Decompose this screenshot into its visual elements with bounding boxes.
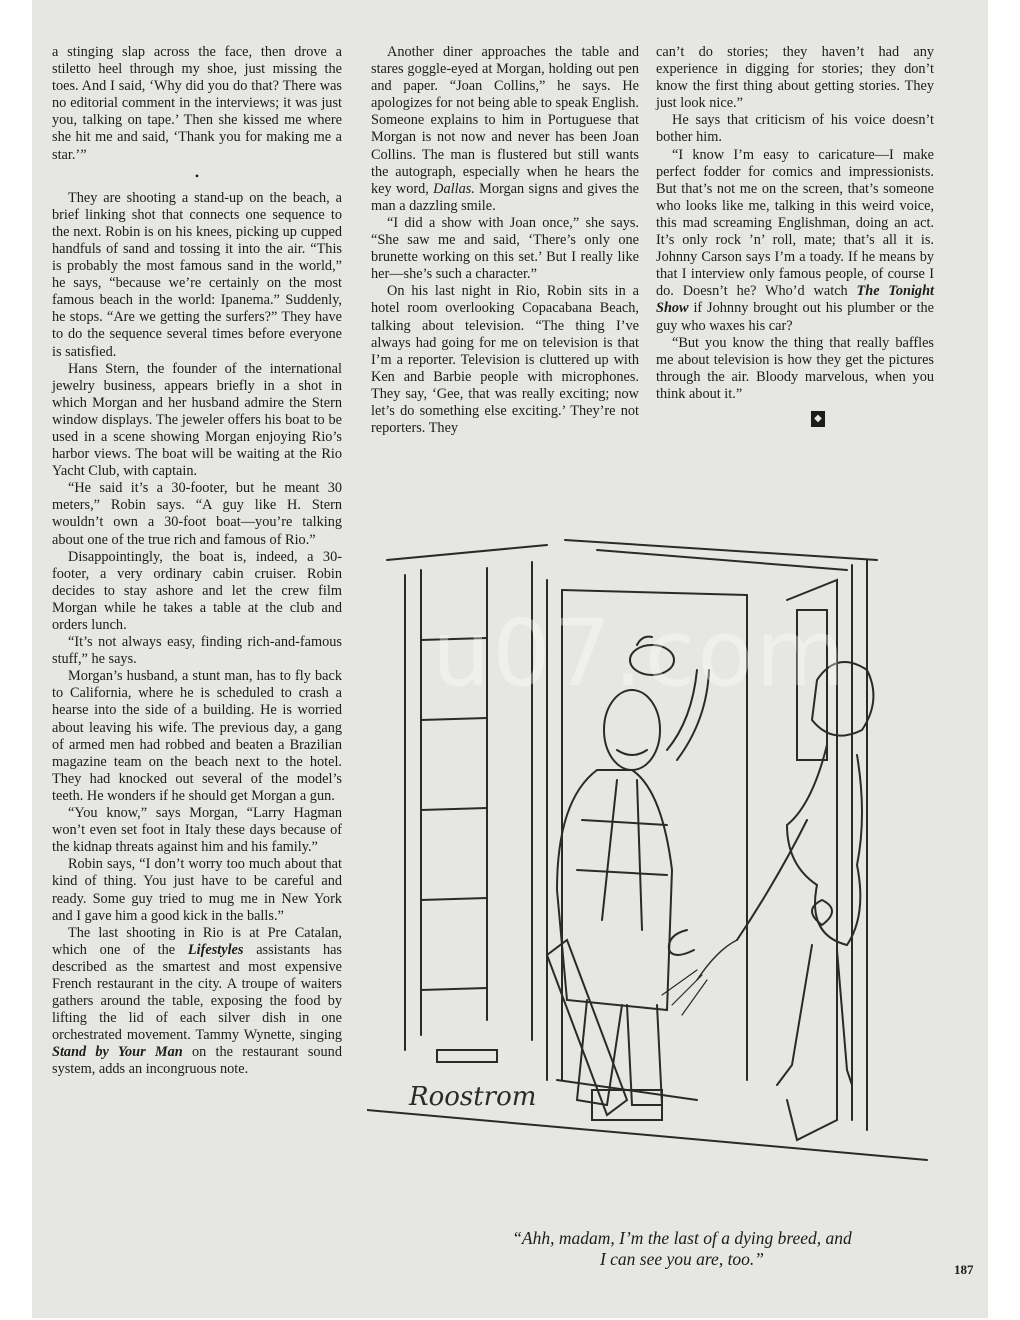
text-run: Lifestyles — [187, 941, 244, 958]
text-run: The Tonight Show — [656, 283, 934, 317]
paragraph: Hans Stern, the founder of the international jewelry business, appears briefly in a shot in which Morgan and her husband admire the Stern window displays. The jeweler offers his boat to be used in a scene showing Morgan enjoying Rio’s harbor views. The boat will be waiting at the Rio Yacht Club, with captain. — [52, 360, 342, 480]
page-number: 187 — [954, 1262, 974, 1277]
caption-line: I can see you are, too.” — [599, 1249, 765, 1269]
paragraph: “It’s not always easy, finding rich-and-famous stuff,” he says. — [52, 634, 342, 668]
paragraph: a stinging slap across the face, then drove a stiletto heel through my shoe, just missing the toes. And I said, ‘Why did you do that? There was no editorial comment in the interviews; it was just you, talking on tape.’ Then she kissed me where she hit me and said, ‘Thank you for making me a star.’” — [52, 44, 342, 163]
text-run: Stand by Your Man — [52, 1044, 183, 1061]
paragraph — [656, 147, 934, 335]
caption-line: “Ahh, madam, I’m the last of a dying breed, and — [512, 1228, 852, 1248]
cartoon-illustration — [367, 520, 957, 1220]
paragraph: He says that criticism of his voice doesn’t bother him. — [656, 112, 934, 146]
article-column-1 — [52, 44, 342, 1079]
paragraph: Disappointingly, the boat is, indeed, a 30-footer, a very ordinary cabin cruiser. Robin decides to stay ashore and let the crew film Morgan while he takes a table at the club and orders lunch. — [52, 548, 342, 633]
cartoonist-signature: Roostrom — [409, 1082, 537, 1112]
cartoon-caption — [427, 1228, 937, 1270]
paragraph: Morgan’s husband, a stunt man, has to fly back to California, where he is scheduled to crash a hearse into the side of a building. He is worried about leaving his wife. The previous day, a gang of armed men had robbed and beaten a Brazilian magazine team on the beach next to the hotel. They had knocked out several of the model’s teeth. He wonders if he should get Morgan a gun. — [52, 668, 342, 804]
paragraph: “I did a show with Joan once,” she says. “She saw me and said, ‘There’s only one brunette working on this set.’ But I really like her—she’s such a character.” — [371, 214, 639, 283]
text-run: assistants has described as the smartest and most expensive French restaurant in the city. A troupe of waiters gathers around the table, exposing the food by lifting the lid of each silver dish in one orchestrated movement. Tammy Wynette, singing — [52, 941, 342, 1044]
text-run: Dallas. — [433, 180, 475, 197]
paragraph: can’t do stories; they haven’t had any experience in digging for stories; they don’t know the first thing about getting stories. They just look nice.” — [656, 44, 934, 112]
paragraph: They are shooting a stand-up on the beach, a brief linking shot that connects one sequence to the next. Robin is on his knees, picking up cupped handfuls of sand and tossing it into the air. “This is probably the most famous sand in the world,” he says, “because we’re certainly on the most famous beach in the world: Ipanema.” Suddenly, he stops. “Are we getting the surfers?” They have to do the sequence several times before everyone is satisfied. — [52, 189, 342, 360]
text-run: Another diner approaches the table and stares goggle-eyed at Morgan, holding out pen and paper. “Joan Collins,” he says. He apologizes for not being able to speak English. Someone explains to him in Portuguese that Morgan is not now and never has been Joan Collins. The man is flustered but still wants the autograph, especially when he hears the key word, — [371, 44, 639, 197]
watermark: u07.com — [432, 600, 848, 707]
paragraph: “He said it’s a 30-footer, but he meant 30 meters,” Robin says. “A guy like H. Stern wouldn’t own a 30-foot boat—you’re talking about one of the true rich and famous of Rio.” — [52, 480, 342, 548]
text-run: if Johnny brought out his plumber or the guy who waxes his car? — [656, 300, 934, 334]
paragraph: Robin says, “I don’t worry too much about that kind of thing. You just have to be careful and ready. Some guy tried to mug me in New York and I gave him a good kick in the balls.” — [52, 856, 342, 924]
paragraph: “But you know the thing that really baffles me about television is how they get the pictures through the air. Bloody marvelous, when you think about it.” — [656, 334, 934, 402]
article-column-2 — [371, 44, 639, 437]
magazine-page — [32, 0, 988, 1318]
paragraph: “You know,” says Morgan, “Larry Hagman won’t even set foot in Italy these days because of the kidnap threats against him and his family.” — [52, 805, 342, 856]
text-run: Morgan signs and gives the man a dazzling smile. — [371, 180, 640, 214]
text-run: The last shooting in Rio is at Pre Catalan, which one of the — [52, 924, 342, 958]
paragraph — [371, 44, 639, 215]
text-run: on the restaurant sound system, adds an incongruous note. — [52, 1044, 342, 1078]
text-run: “I know I’m easy to caricature—I make perfect fodder for comics and impressionists. But that’s not me on the screen, that’s someone who looks like me, talking in this weird voice, this mad screaming Englishman, doing an act. It’s only rock ’n’ roll, mate; that’s all it is. Johnny Carson says I’m a toady. If he means by that I interview only famous people, of course I do. Doesn’t he? Who’d watch — [656, 146, 934, 300]
end-mark-bunny-icon: ◆ — [811, 411, 825, 427]
section-separator: • — [194, 168, 200, 183]
paragraph: On his last night in Rio, Robin sits in a hotel room overlooking Copacabana Beach, talking about television. “The thing I’ve always had going for me on television is that I’m a reporter. Television is cluttered up with Ken and Barbie people with microphones. They say, ‘Gee, that was really exciting; now let’s do something else exciting.’ They’re not reporters. They — [371, 283, 639, 437]
article-column-3 — [656, 44, 934, 427]
paragraph — [52, 925, 342, 1079]
